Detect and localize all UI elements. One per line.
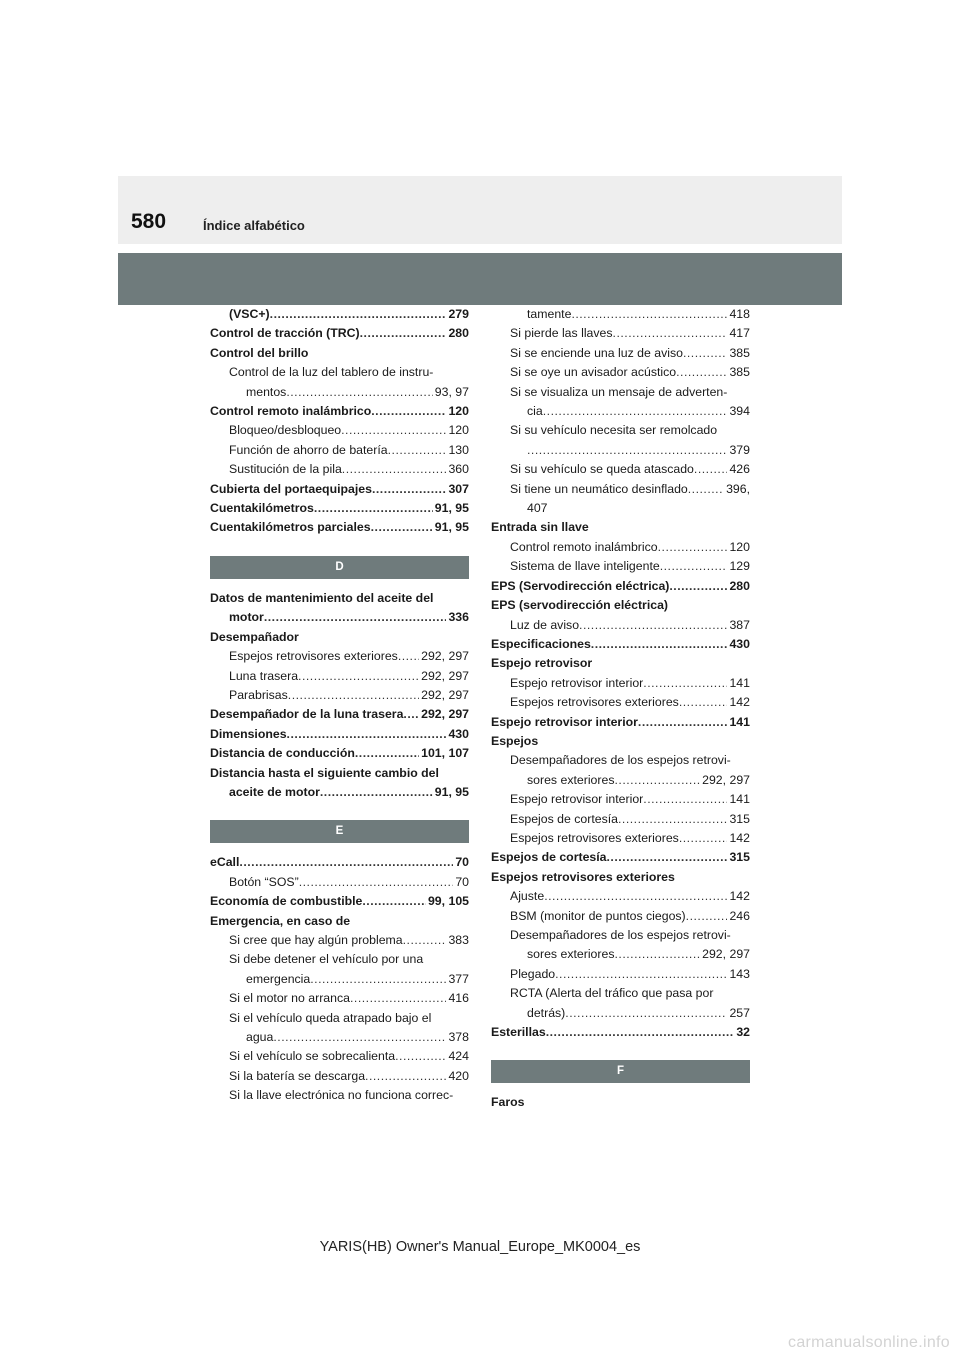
index-entry — [491, 577, 750, 596]
index-entry-page[interactable]: 417 — [729, 326, 750, 341]
dot-leader — [264, 608, 447, 627]
index-entry-page[interactable]: 292, 297 — [421, 668, 469, 683]
index-entry — [491, 1023, 750, 1042]
index-entry-page[interactable]: 418 — [729, 307, 750, 321]
index-entry — [491, 674, 750, 693]
index-entry-page[interactable]: 141 — [729, 714, 750, 729]
index-entry-page[interactable]: 378 — [448, 1030, 469, 1044]
index-entry-page[interactable]: 120 — [448, 423, 469, 438]
index-entry — [210, 1047, 469, 1066]
index-entry — [491, 596, 750, 615]
index-entry-term: Desempañadores de los espejos retrovi- — [510, 928, 731, 942]
manual-footer: YARIS(HB) Owner's Manual_Europe_MK0004_es — [319, 1239, 641, 1255]
index-entry-term: Si la llave electrónica no funciona correc- — [229, 1088, 454, 1103]
dot-leader — [362, 892, 426, 911]
dot-leader — [403, 931, 447, 950]
index-entry — [491, 1004, 750, 1023]
index-entry-term: Desempañadores de los espejos retrovi- — [510, 753, 731, 768]
index-entry-term: agua — [246, 1030, 274, 1044]
index-entry-term: mentos — [246, 384, 287, 399]
dot-leader — [688, 480, 724, 499]
index-entry-term: Luz de aviso — [510, 617, 580, 632]
dot-leader — [565, 1004, 727, 1023]
index-entry — [210, 324, 469, 343]
index-entry-page[interactable]: 141 — [729, 792, 750, 807]
index-entry-term: Dimensiones — [210, 726, 287, 741]
index-entry — [210, 628, 469, 647]
index-entry-term: Función de ahorro de batería — [229, 442, 388, 457]
index-entry-page[interactable]: 385 — [729, 345, 750, 360]
index-entry-term: aceite de motor — [229, 784, 320, 799]
index-entry-page[interactable]: 416 — [448, 991, 469, 1006]
index-entry — [210, 1067, 469, 1086]
index-entry-page[interactable]: 379 — [729, 442, 750, 457]
dot-leader — [298, 667, 419, 686]
index-entry-term: tamente — [527, 307, 572, 321]
index-entry-page[interactable]: 91, 95 — [434, 784, 469, 799]
index-entry — [491, 829, 750, 848]
dot-leader — [613, 324, 728, 343]
index-entry — [210, 1009, 469, 1028]
index-entry — [210, 783, 469, 802]
index-entry-page[interactable]: 70 — [455, 855, 469, 870]
index-entry — [491, 693, 750, 712]
dot-leader — [371, 518, 433, 537]
index-entry-page[interactable]: 70 — [455, 874, 469, 889]
index-entry-page[interactable]: 383 — [448, 932, 469, 947]
index-entry-page[interactable]: 424 — [448, 1049, 469, 1064]
index-entry-page[interactable]: 292, 297 — [421, 687, 469, 702]
index-entry — [210, 363, 469, 382]
index-entry — [210, 931, 469, 950]
index-entry-page[interactable]: 143 — [729, 966, 750, 981]
dot-leader — [683, 344, 728, 363]
index-entry-term: Espejos de cortesía — [491, 850, 607, 865]
index-entry-term: Distancia hasta el siguiente cambio del — [210, 765, 439, 780]
index-letter-header: E — [210, 820, 469, 843]
index-entry — [210, 499, 469, 518]
index-entry-page[interactable]: 142 — [729, 889, 750, 904]
index-entry — [210, 853, 469, 872]
index-entry — [210, 589, 469, 608]
dot-leader — [299, 873, 454, 892]
index-entry — [210, 744, 469, 763]
index-entry-term: EPS (servodirección eléctrica) — [491, 598, 669, 613]
index-entry — [491, 305, 750, 324]
index-entry-term: Espejo retrovisor interior — [491, 714, 638, 729]
index-entry-term: 407 — [527, 501, 548, 516]
index-entry — [210, 441, 469, 460]
index-entry-term: Espejos de cortesía — [510, 811, 619, 826]
index-entry-page[interactable]: 91, 95 — [434, 501, 469, 516]
index-entry-page[interactable]: 307 — [448, 481, 469, 496]
index-entry-page[interactable]: 99, 105 — [427, 894, 469, 909]
index-entry-term: Faros — [491, 1095, 525, 1110]
index-entry — [491, 654, 750, 673]
dot-leader — [350, 989, 446, 1008]
index-entry — [491, 965, 750, 984]
dot-leader — [658, 538, 728, 557]
index-entry — [491, 557, 750, 576]
index-entry — [210, 518, 469, 537]
dot-leader — [555, 965, 727, 984]
dot-leader — [320, 783, 433, 802]
index-entry-term: Si cree que hay algún problema — [229, 932, 403, 947]
index-entry-term: Distancia de conducción — [210, 746, 355, 761]
index-entry-term: Cubierta del portaequipajes — [210, 481, 372, 496]
index-entry-term: Control de tracción (TRC) — [210, 326, 360, 341]
dot-leader — [310, 970, 446, 989]
index-entry-page[interactable]: 142 — [729, 695, 750, 710]
dot-leader — [239, 853, 453, 872]
index-letter-header: D — [210, 556, 469, 579]
dot-leader — [643, 790, 727, 809]
index-entry-term: Control de la luz del tablero de instru- — [229, 365, 434, 380]
index-entry — [210, 305, 469, 324]
index-entry — [491, 538, 750, 557]
index-entry-term: EPS (Servodirección eléctrica) — [491, 578, 670, 593]
index-entry-page[interactable]: 420 — [448, 1068, 469, 1083]
index-entry-term: sores exteriores — [527, 947, 615, 962]
dot-leader — [679, 829, 728, 848]
index-column-left — [210, 305, 469, 1106]
dot-leader — [546, 1023, 735, 1042]
index-column-right — [491, 305, 750, 1113]
dot-leader — [360, 324, 447, 343]
index-entry-term: Espejo retrovisor — [491, 656, 593, 671]
index-entry — [491, 421, 750, 440]
section-title: Índice alfabético — [203, 218, 305, 233]
index-entry-term: Sustitución de la pila — [229, 462, 342, 477]
dot-leader — [341, 421, 446, 440]
index-entry-page[interactable]: 292, 297 — [421, 707, 469, 722]
index-entry — [210, 873, 469, 892]
index-entry-term: Control remoto inalámbrico — [210, 404, 372, 419]
index-entry — [491, 907, 750, 926]
index-entry — [491, 518, 750, 537]
index-entry-page[interactable]: 377 — [448, 971, 469, 986]
index-entry-term: eCall — [210, 855, 240, 870]
index-entry-page[interactable]: 279 — [448, 307, 469, 321]
index-entry-term: sores exteriores — [527, 772, 615, 787]
dot-leader — [660, 557, 728, 576]
dot-leader — [287, 725, 447, 744]
dot-leader — [395, 1047, 446, 1066]
index-entry — [491, 480, 750, 499]
index-entry-term: Si su vehículo se queda atascado — [510, 462, 694, 477]
index-entry-term: Cuentakilómetros — [210, 501, 314, 516]
index-entry-term: Plegado — [510, 966, 556, 981]
index-entry-term: Espejo retrovisor interior — [510, 792, 644, 807]
dot-leader — [694, 460, 728, 479]
dot-leader — [543, 402, 728, 421]
dot-leader — [571, 305, 727, 324]
index-entry-page[interactable]: 396, — [726, 481, 750, 496]
index-entry-term: Parabrisas — [229, 687, 288, 702]
index-entry-page[interactable]: 130 — [448, 442, 469, 457]
index-entry-term: Espejos retrovisores exteriores — [491, 869, 675, 884]
index-entry-term: Espejos retrovisores exteriores — [510, 695, 679, 710]
dot-leader — [579, 616, 727, 635]
dot-leader — [388, 441, 447, 460]
index-entry-page[interactable]: 120 — [448, 404, 469, 419]
page-number: 580 — [131, 210, 167, 233]
dot-leader — [614, 945, 700, 964]
dot-leader — [676, 363, 727, 382]
dot-leader — [669, 577, 727, 596]
index-entry-term: Si debe detener el vehículo por una — [229, 952, 424, 967]
index-entry — [210, 667, 469, 686]
index-entry-page[interactable]: 315 — [729, 850, 750, 865]
index-entry-page[interactable]: 91, 95 — [434, 520, 469, 535]
index-entry-term: Sistema de llave inteligente — [510, 559, 660, 574]
index-entry — [491, 1093, 750, 1112]
index-entry — [210, 480, 469, 499]
header-dark-band — [118, 253, 842, 305]
watermark: carmanualsonline.info — [788, 1334, 950, 1351]
header-band — [118, 176, 842, 244]
index-entry — [491, 324, 750, 343]
index-entry — [491, 810, 750, 829]
index-entry-term: Entrada sin llave — [491, 520, 589, 535]
index-entry — [210, 970, 469, 989]
index-entry — [210, 647, 469, 666]
index-entry-term: motor — [229, 610, 264, 625]
index-entry-page[interactable]: 387 — [729, 617, 750, 632]
index-entry — [210, 764, 469, 783]
dot-leader — [355, 744, 419, 763]
index-entry-term: Control remoto inalámbrico — [510, 539, 658, 554]
index-entry-page[interactable]: 336 — [448, 610, 469, 625]
index-entry — [210, 705, 469, 724]
index-entry — [210, 1086, 469, 1105]
index-entry — [491, 402, 750, 421]
dot-leader — [544, 887, 727, 906]
index-entry — [491, 868, 750, 887]
dot-leader — [342, 460, 447, 479]
index-entry-term: Espejos — [491, 733, 539, 748]
index-entry — [210, 912, 469, 931]
index-entry-term: Desempañador — [210, 629, 299, 644]
index-entry-term: Si la batería se descarga — [229, 1068, 366, 1083]
dot-leader — [314, 499, 433, 518]
index-entry-term: cia — [527, 404, 543, 419]
index-entry — [491, 751, 750, 770]
index-entry-term: Si el vehículo queda atrapado bajo el — [229, 1010, 432, 1025]
index-entry — [491, 732, 750, 751]
dot-leader — [643, 674, 727, 693]
index-entry — [491, 460, 750, 479]
index-entry — [491, 984, 750, 1003]
index-entry-term: Desempañador de la luna trasera — [210, 707, 404, 722]
index-entry — [491, 499, 750, 518]
dot-leader — [591, 635, 728, 654]
index-entry-page[interactable]: 426 — [729, 462, 750, 477]
index-entry — [491, 790, 750, 809]
index-entry-term: emergencia — [246, 971, 311, 986]
index-entry-page[interactable]: 129 — [729, 559, 750, 574]
index-entry-page[interactable]: 32 — [736, 1025, 750, 1040]
index-entry-page[interactable]: 93, 97 — [434, 384, 469, 399]
index-entry-term: Si el motor no arranca — [229, 991, 350, 1006]
index-entry-page[interactable]: 101, 107 — [421, 746, 469, 761]
index-entry-term: Si pierde las llaves — [510, 326, 613, 341]
index-entry-page[interactable]: 142 — [729, 830, 750, 845]
index-entry-term: Si el vehículo se sobrecalienta — [229, 1049, 396, 1064]
dot-leader — [686, 907, 728, 926]
index-entry — [491, 848, 750, 867]
index-entry — [491, 713, 750, 732]
index-entry — [210, 989, 469, 1008]
index-entry-term: Si se visualiza un mensaje de adverten- — [510, 384, 728, 399]
index-entry-page[interactable]: 394 — [729, 404, 750, 419]
index-entry-page[interactable]: 430 — [448, 726, 469, 741]
index-entry — [210, 460, 469, 479]
index-entry-page[interactable]: 430 — [729, 636, 750, 651]
index-entry — [210, 402, 469, 421]
index-entry — [491, 383, 750, 402]
dot-leader — [403, 705, 419, 724]
index-entry-term: Emergencia, en caso de — [210, 913, 351, 928]
index-entry — [491, 616, 750, 635]
index-entry — [491, 887, 750, 906]
index-entry-term: Si se oye un avisador acústico — [510, 365, 677, 380]
index-entry — [210, 608, 469, 627]
index-entry-page[interactable]: 141 — [729, 675, 750, 690]
index-entry-term: Bloqueo/desbloqueo — [229, 423, 342, 438]
index-entry — [210, 1028, 469, 1047]
index-entry-term: Espejo retrovisor interior — [510, 675, 644, 690]
index-entry-term: Si tiene un neumático desinflado — [510, 481, 688, 496]
dot-leader — [638, 713, 728, 732]
dot-leader — [273, 1028, 446, 1047]
index-entry-page[interactable]: 292, 297 — [702, 947, 750, 962]
index-entry-term: Espejos retrovisores exteriores — [510, 830, 679, 845]
index-entry-term: Especificaciones — [491, 636, 591, 651]
dot-leader — [286, 383, 432, 402]
index-entry-page[interactable]: 315 — [729, 811, 750, 826]
index-entry-page[interactable]: 360 — [448, 462, 469, 477]
index-entry-term: detrás) — [527, 1005, 566, 1020]
index-entry — [491, 441, 750, 460]
index-entry-page[interactable]: 292, 297 — [421, 649, 469, 664]
index-entry-term: Si su vehículo necesita ser remolcado — [510, 423, 718, 438]
index-entry-page[interactable]: 385 — [729, 365, 750, 380]
index-entry-term: Ajuste — [510, 889, 545, 904]
dot-leader — [270, 305, 447, 324]
dot-leader — [614, 771, 700, 790]
dot-leader — [371, 402, 446, 421]
index-entry-term: Si se enciende una luz de aviso — [510, 345, 683, 360]
index-letter-header: F — [491, 1060, 750, 1083]
index-entry-term: Botón “SOS” — [229, 874, 299, 889]
dot-leader — [607, 848, 728, 867]
index-entry-page[interactable]: 257 — [729, 1005, 750, 1020]
index-entry — [210, 892, 469, 911]
index-entry-page[interactable]: 120 — [729, 539, 750, 554]
index-entry — [491, 363, 750, 382]
dot-leader — [398, 647, 419, 666]
index-entry — [491, 344, 750, 363]
dot-leader — [527, 441, 727, 460]
index-entry-term: BSM (monitor de puntos ciegos) — [510, 908, 686, 923]
dot-leader — [288, 686, 419, 705]
index-entry — [491, 926, 750, 945]
index-entry — [210, 421, 469, 440]
index-entry-term: RCTA (Alerta del tráfico que pasa por — [510, 986, 714, 1001]
index-entry-term: (VSC+) — [229, 307, 270, 321]
dot-leader — [618, 810, 727, 829]
index-entry — [210, 344, 469, 363]
dot-leader — [679, 693, 728, 712]
index-entry-term: Luna trasera — [229, 668, 299, 683]
index-entry-page[interactable]: 292, 297 — [702, 772, 750, 787]
index-entry — [491, 945, 750, 964]
index-entry — [491, 771, 750, 790]
index-entry-term: Esterillas — [491, 1025, 546, 1040]
index-entry-page[interactable]: 280 — [729, 578, 750, 593]
index-entry — [210, 950, 469, 969]
index-entry — [210, 686, 469, 705]
index-entry — [491, 635, 750, 654]
index-entry-term: Espejos retrovisores exteriores — [229, 649, 398, 664]
index-entry — [210, 725, 469, 744]
index-entry-page[interactable]: 280 — [448, 326, 469, 341]
index-entry-term: Datos de mantenimiento del aceite del — [210, 590, 434, 605]
dot-leader — [365, 1067, 446, 1086]
dot-leader — [372, 480, 447, 499]
index-entry-term: Economía de combustible — [210, 894, 363, 909]
index-entry-term: Cuentakilómetros parciales — [210, 520, 371, 535]
index-entry — [210, 383, 469, 402]
index-entry-term: Control del brillo — [210, 345, 309, 360]
index-entry-page[interactable]: 246 — [729, 908, 750, 923]
